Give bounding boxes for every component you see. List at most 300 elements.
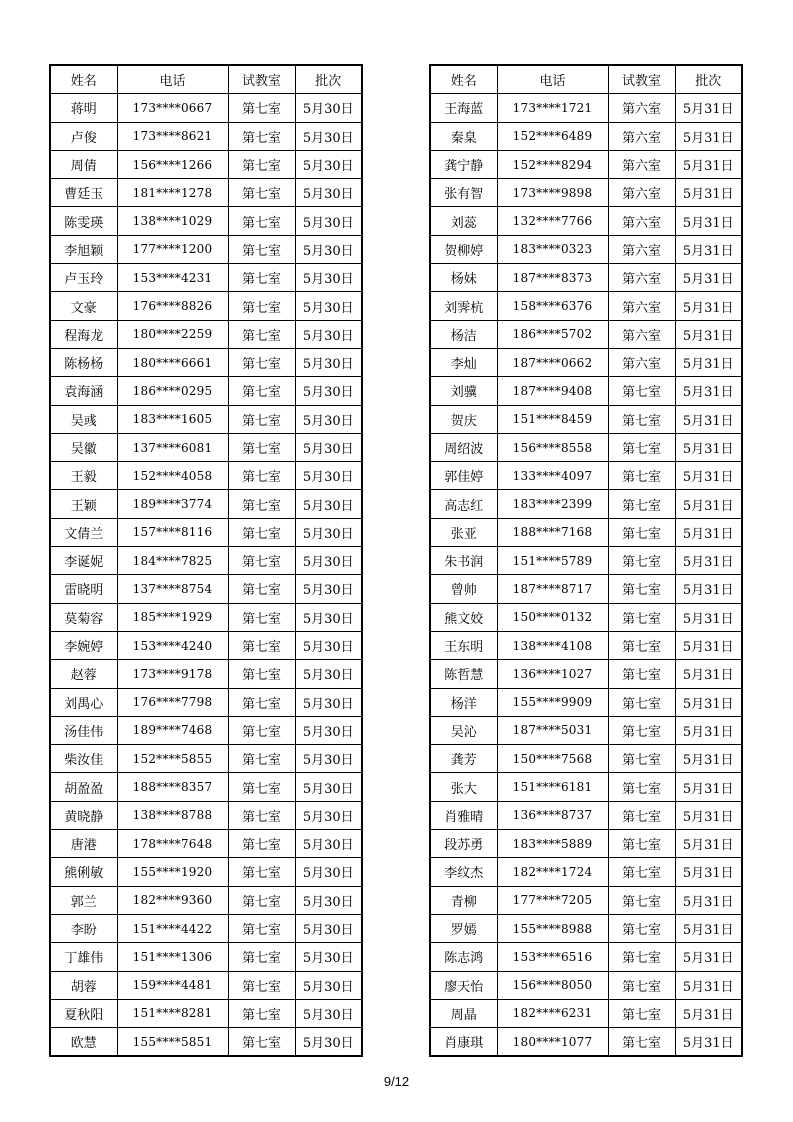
cell-name: 陈雯瑛 (50, 207, 117, 235)
cell-batch: 5月31日 (675, 462, 742, 490)
cell-batch: 5月30日 (295, 122, 362, 150)
table-row (430, 179, 742, 207)
table-row (50, 405, 362, 433)
cell-room: 第七室 (608, 745, 675, 773)
cell-name: 王海蓝 (430, 94, 497, 122)
roster-table-right (429, 64, 743, 1057)
cell-name: 李纹杰 (430, 858, 497, 886)
cell-batch: 5月31日 (675, 348, 742, 376)
header-name: 姓名 (50, 65, 117, 94)
table-row (50, 660, 362, 688)
cell-room: 第七室 (228, 688, 295, 716)
table-row (430, 207, 742, 235)
cell-phone: 137****8754 (117, 575, 228, 603)
cell-batch: 5月30日 (295, 1028, 362, 1057)
cell-phone: 151****8281 (117, 999, 228, 1027)
cell-batch: 5月30日 (295, 886, 362, 914)
cell-batch: 5月31日 (675, 716, 742, 744)
cell-batch: 5月31日 (675, 235, 742, 263)
cell-batch: 5月31日 (675, 773, 742, 801)
table-row (50, 943, 362, 971)
cell-phone: 173****0667 (117, 94, 228, 122)
table-row (50, 999, 362, 1027)
cell-name: 蒋明 (50, 94, 117, 122)
table-row (50, 745, 362, 773)
table-row (50, 603, 362, 631)
cell-name: 杨洋 (430, 688, 497, 716)
cell-name: 熊俐敏 (50, 858, 117, 886)
cell-name: 熊文姣 (430, 603, 497, 631)
cell-name: 贺柳婷 (430, 235, 497, 263)
cell-room: 第七室 (228, 292, 295, 320)
cell-phone: 183****1605 (117, 405, 228, 433)
cell-room: 第七室 (228, 801, 295, 829)
table-row (430, 999, 742, 1027)
table-row (50, 773, 362, 801)
cell-name: 李盼 (50, 914, 117, 942)
cell-name: 黄晓静 (50, 801, 117, 829)
table-row (430, 377, 742, 405)
cell-room: 第七室 (228, 462, 295, 490)
cell-phone: 138****8788 (117, 801, 228, 829)
cell-room: 第七室 (608, 575, 675, 603)
cell-batch: 5月30日 (295, 631, 362, 659)
cell-name: 龚宁静 (430, 150, 497, 178)
cell-phone: 178****7648 (117, 830, 228, 858)
cell-phone: 187****5031 (497, 716, 608, 744)
cell-batch: 5月31日 (675, 490, 742, 518)
cell-batch: 5月31日 (675, 603, 742, 631)
table-row (50, 462, 362, 490)
cell-phone: 188****8357 (117, 773, 228, 801)
cell-room: 第七室 (608, 631, 675, 659)
cell-room: 第七室 (228, 405, 295, 433)
cell-batch: 5月30日 (295, 462, 362, 490)
cell-room: 第七室 (228, 830, 295, 858)
cell-name: 周晶 (430, 999, 497, 1027)
cell-name: 吴徽 (50, 433, 117, 461)
cell-name: 陈志鸿 (430, 943, 497, 971)
cell-batch: 5月31日 (675, 745, 742, 773)
cell-batch: 5月30日 (295, 547, 362, 575)
cell-phone: 186****0295 (117, 377, 228, 405)
table-row (50, 94, 362, 122)
cell-phone: 181****1278 (117, 179, 228, 207)
cell-room: 第七室 (228, 999, 295, 1027)
cell-room: 第七室 (228, 235, 295, 263)
cell-phone: 150****7568 (497, 745, 608, 773)
table-row (430, 122, 742, 150)
header-batch: 批次 (675, 65, 742, 94)
cell-room: 第七室 (608, 801, 675, 829)
cell-batch: 5月31日 (675, 94, 742, 122)
cell-room: 第七室 (228, 490, 295, 518)
cell-name: 王颖 (50, 490, 117, 518)
cell-batch: 5月31日 (675, 631, 742, 659)
table-row (50, 518, 362, 546)
cell-batch: 5月31日 (675, 292, 742, 320)
table-row (430, 150, 742, 178)
table-row (50, 320, 362, 348)
cell-room: 第七室 (608, 518, 675, 546)
table-row (430, 235, 742, 263)
cell-batch: 5月30日 (295, 971, 362, 999)
cell-name: 罗嫣 (430, 914, 497, 942)
cell-batch: 5月30日 (295, 830, 362, 858)
roster-table-left (49, 64, 363, 1057)
cell-room: 第七室 (608, 660, 675, 688)
cell-batch: 5月31日 (675, 943, 742, 971)
cell-phone: 153****4240 (117, 631, 228, 659)
cell-phone: 182****1724 (497, 858, 608, 886)
cell-phone: 186****5702 (497, 320, 608, 348)
cell-batch: 5月30日 (295, 914, 362, 942)
table-row (430, 858, 742, 886)
cell-room: 第七室 (228, 150, 295, 178)
table-row (430, 716, 742, 744)
cell-name: 曾帅 (430, 575, 497, 603)
table-row (430, 94, 742, 122)
cell-room: 第七室 (228, 971, 295, 999)
cell-phone: 184****7825 (117, 547, 228, 575)
table-row (50, 292, 362, 320)
cell-name: 郭兰 (50, 886, 117, 914)
cell-room: 第七室 (608, 1028, 675, 1057)
cell-phone: 155****8988 (497, 914, 608, 942)
cell-batch: 5月31日 (675, 150, 742, 178)
cell-room: 第七室 (608, 462, 675, 490)
cell-room: 第七室 (608, 405, 675, 433)
cell-room: 第七室 (608, 603, 675, 631)
header-batch: 批次 (295, 65, 362, 94)
cell-room: 第七室 (228, 122, 295, 150)
table-row (430, 462, 742, 490)
cell-phone: 187****9408 (497, 377, 608, 405)
cell-name: 肖雅晴 (430, 801, 497, 829)
table-row (430, 971, 742, 999)
header-phone: 电话 (497, 65, 608, 94)
cell-room: 第七室 (608, 971, 675, 999)
cell-room: 第七室 (608, 688, 675, 716)
cell-batch: 5月31日 (675, 1028, 742, 1057)
cell-room: 第七室 (228, 575, 295, 603)
cell-room: 第七室 (228, 886, 295, 914)
table-row (50, 490, 362, 518)
cell-batch: 5月30日 (295, 518, 362, 546)
cell-batch: 5月31日 (675, 575, 742, 603)
cell-batch: 5月30日 (295, 150, 362, 178)
cell-name: 青柳 (430, 886, 497, 914)
cell-name: 夏秋阳 (50, 999, 117, 1027)
table-row (430, 575, 742, 603)
cell-room: 第七室 (608, 999, 675, 1027)
cell-batch: 5月30日 (295, 433, 362, 461)
cell-room: 第七室 (228, 320, 295, 348)
cell-room: 第七室 (228, 943, 295, 971)
table-row (430, 830, 742, 858)
cell-name: 欧慧 (50, 1028, 117, 1057)
cell-name: 卢俊 (50, 122, 117, 150)
cell-name: 李旭颖 (50, 235, 117, 263)
cell-phone: 173****9898 (497, 179, 608, 207)
cell-room: 第七室 (608, 943, 675, 971)
cell-room: 第七室 (228, 264, 295, 292)
table-row (50, 575, 362, 603)
cell-phone: 155****9909 (497, 688, 608, 716)
header-room: 试教室 (608, 65, 675, 94)
table-row (50, 886, 362, 914)
cell-phone: 132****7766 (497, 207, 608, 235)
cell-phone: 155****5851 (117, 1028, 228, 1057)
cell-name: 李婉婷 (50, 631, 117, 659)
cell-name: 陈杨杨 (50, 348, 117, 376)
cell-name: 柴汝佳 (50, 745, 117, 773)
cell-batch: 5月31日 (675, 830, 742, 858)
cell-name: 朱书润 (430, 547, 497, 575)
cell-batch: 5月31日 (675, 688, 742, 716)
table-row (430, 292, 742, 320)
cell-room: 第七室 (228, 518, 295, 546)
cell-room: 第六室 (608, 94, 675, 122)
table-row (50, 547, 362, 575)
cell-room: 第七室 (228, 179, 295, 207)
header-phone: 电话 (117, 65, 228, 94)
cell-batch: 5月30日 (295, 235, 362, 263)
cell-batch: 5月30日 (295, 801, 362, 829)
cell-phone: 159****4481 (117, 971, 228, 999)
table-row (50, 631, 362, 659)
header-row (430, 65, 742, 94)
table-row (50, 150, 362, 178)
cell-room: 第七室 (228, 914, 295, 942)
table-row (430, 490, 742, 518)
table-row (430, 264, 742, 292)
table-row (50, 716, 362, 744)
table-row (50, 433, 362, 461)
cell-room: 第六室 (608, 122, 675, 150)
cell-room: 第七室 (608, 914, 675, 942)
cell-room: 第七室 (228, 631, 295, 659)
table-row (430, 1028, 742, 1057)
cell-phone: 152****5855 (117, 745, 228, 773)
cell-name: 胡盈盈 (50, 773, 117, 801)
cell-phone: 189****3774 (117, 490, 228, 518)
cell-room: 第七室 (228, 348, 295, 376)
table-row (430, 660, 742, 688)
cell-batch: 5月31日 (675, 518, 742, 546)
cell-batch: 5月30日 (295, 320, 362, 348)
cell-room: 第七室 (608, 547, 675, 575)
cell-phone: 180****6661 (117, 348, 228, 376)
cell-batch: 5月30日 (295, 179, 362, 207)
cell-name: 刘霁杭 (430, 292, 497, 320)
page-number: 9/12 (383, 1074, 410, 1089)
cell-room: 第六室 (608, 348, 675, 376)
cell-room: 第七室 (608, 716, 675, 744)
cell-name: 吴彧 (50, 405, 117, 433)
table-row (430, 405, 742, 433)
cell-name: 肖康琪 (430, 1028, 497, 1057)
cell-name: 高志红 (430, 490, 497, 518)
cell-batch: 5月31日 (675, 207, 742, 235)
cell-name: 刘禺心 (50, 688, 117, 716)
cell-phone: 158****6376 (497, 292, 608, 320)
cell-batch: 5月31日 (675, 264, 742, 292)
cell-phone: 173****9178 (117, 660, 228, 688)
cell-phone: 183****0323 (497, 235, 608, 263)
cell-batch: 5月30日 (295, 575, 362, 603)
cell-name: 吴沁 (430, 716, 497, 744)
cell-name: 张有智 (430, 179, 497, 207)
cell-name: 周倩 (50, 150, 117, 178)
cell-phone: 151****5789 (497, 547, 608, 575)
cell-room: 第七室 (228, 94, 295, 122)
cell-phone: 153****4231 (117, 264, 228, 292)
table-row (50, 122, 362, 150)
table-row (50, 801, 362, 829)
cell-room: 第七室 (228, 858, 295, 886)
table-row (50, 348, 362, 376)
cell-phone: 173****1721 (497, 94, 608, 122)
cell-name: 刘蕊 (430, 207, 497, 235)
cell-room: 第六室 (608, 179, 675, 207)
cell-batch: 5月30日 (295, 943, 362, 971)
cell-phone: 183****5889 (497, 830, 608, 858)
cell-name: 莫菊容 (50, 603, 117, 631)
cell-name: 龚芳 (430, 745, 497, 773)
cell-phone: 151****1306 (117, 943, 228, 971)
cell-name: 段苏勇 (430, 830, 497, 858)
cell-room: 第六室 (608, 150, 675, 178)
cell-name: 胡蓉 (50, 971, 117, 999)
cell-phone: 155****1920 (117, 858, 228, 886)
cell-batch: 5月30日 (295, 858, 362, 886)
cell-phone: 153****6516 (497, 943, 608, 971)
cell-name: 王毅 (50, 462, 117, 490)
table-row (50, 688, 362, 716)
cell-batch: 5月30日 (295, 292, 362, 320)
cell-room: 第七室 (608, 773, 675, 801)
table-row (50, 830, 362, 858)
cell-phone: 182****6231 (497, 999, 608, 1027)
cell-name: 陈哲慧 (430, 660, 497, 688)
cell-name: 雷晓明 (50, 575, 117, 603)
table-row (50, 971, 362, 999)
cell-room: 第七室 (228, 377, 295, 405)
cell-room: 第七室 (228, 660, 295, 688)
cell-batch: 5月30日 (295, 490, 362, 518)
header-row (50, 65, 362, 94)
table-row (430, 631, 742, 659)
cell-phone: 138****4108 (497, 631, 608, 659)
cell-name: 郭佳婷 (430, 462, 497, 490)
cell-name: 张大 (430, 773, 497, 801)
cell-name: 汤佳伟 (50, 716, 117, 744)
cell-batch: 5月30日 (295, 377, 362, 405)
cell-batch: 5月30日 (295, 716, 362, 744)
cell-batch: 5月30日 (295, 207, 362, 235)
cell-room: 第七室 (608, 490, 675, 518)
cell-phone: 156****1266 (117, 150, 228, 178)
table-row (430, 745, 742, 773)
cell-batch: 5月31日 (675, 320, 742, 348)
cell-phone: 136****8737 (497, 801, 608, 829)
cell-batch: 5月31日 (675, 858, 742, 886)
cell-batch: 5月30日 (295, 94, 362, 122)
table-row (430, 547, 742, 575)
cell-phone: 177****7205 (497, 886, 608, 914)
table-row (430, 773, 742, 801)
cell-room: 第七室 (228, 716, 295, 744)
cell-name: 卢玉玲 (50, 264, 117, 292)
cell-batch: 5月31日 (675, 801, 742, 829)
table-row (430, 914, 742, 942)
table-row (50, 179, 362, 207)
cell-name: 李灿 (430, 348, 497, 376)
cell-name: 贺庆 (430, 405, 497, 433)
cell-phone: 187****8717 (497, 575, 608, 603)
cell-batch: 5月31日 (675, 122, 742, 150)
cell-room: 第七室 (608, 830, 675, 858)
cell-batch: 5月31日 (675, 660, 742, 688)
cell-batch: 5月31日 (675, 377, 742, 405)
cell-phone: 182****9360 (117, 886, 228, 914)
cell-name: 杨妹 (430, 264, 497, 292)
cell-phone: 137****6081 (117, 433, 228, 461)
cell-phone: 136****1027 (497, 660, 608, 688)
cell-batch: 5月31日 (675, 914, 742, 942)
table-row (430, 433, 742, 461)
cell-name: 李诞妮 (50, 547, 117, 575)
cell-phone: 180****2259 (117, 320, 228, 348)
cell-batch: 5月30日 (295, 405, 362, 433)
cell-phone: 151****4422 (117, 914, 228, 942)
table-row (50, 914, 362, 942)
cell-name: 张亚 (430, 518, 497, 546)
cell-room: 第六室 (608, 235, 675, 263)
cell-name: 杨洁 (430, 320, 497, 348)
cell-batch: 5月30日 (295, 603, 362, 631)
header-room: 试教室 (228, 65, 295, 94)
cell-batch: 5月31日 (675, 179, 742, 207)
cell-room: 第六室 (608, 292, 675, 320)
cell-name: 文倩兰 (50, 518, 117, 546)
cell-name: 程海龙 (50, 320, 117, 348)
cell-room: 第七室 (228, 745, 295, 773)
cell-phone: 152****8294 (497, 150, 608, 178)
cell-room: 第七室 (228, 1028, 295, 1057)
cell-room: 第七室 (228, 433, 295, 461)
cell-batch: 5月31日 (675, 433, 742, 461)
cell-batch: 5月30日 (295, 348, 362, 376)
header-name: 姓名 (430, 65, 497, 94)
table-row (430, 688, 742, 716)
cell-phone: 152****6489 (497, 122, 608, 150)
cell-phone: 138****1029 (117, 207, 228, 235)
table-row (430, 518, 742, 546)
cell-room: 第六室 (608, 264, 675, 292)
cell-phone: 151****6181 (497, 773, 608, 801)
cell-name: 王东明 (430, 631, 497, 659)
cell-phone: 177****1200 (117, 235, 228, 263)
table-row (430, 603, 742, 631)
cell-name: 文豪 (50, 292, 117, 320)
cell-batch: 5月31日 (675, 999, 742, 1027)
cell-batch: 5月30日 (295, 745, 362, 773)
cell-name: 周绍波 (430, 433, 497, 461)
cell-phone: 176****7798 (117, 688, 228, 716)
cell-phone: 157****8116 (117, 518, 228, 546)
